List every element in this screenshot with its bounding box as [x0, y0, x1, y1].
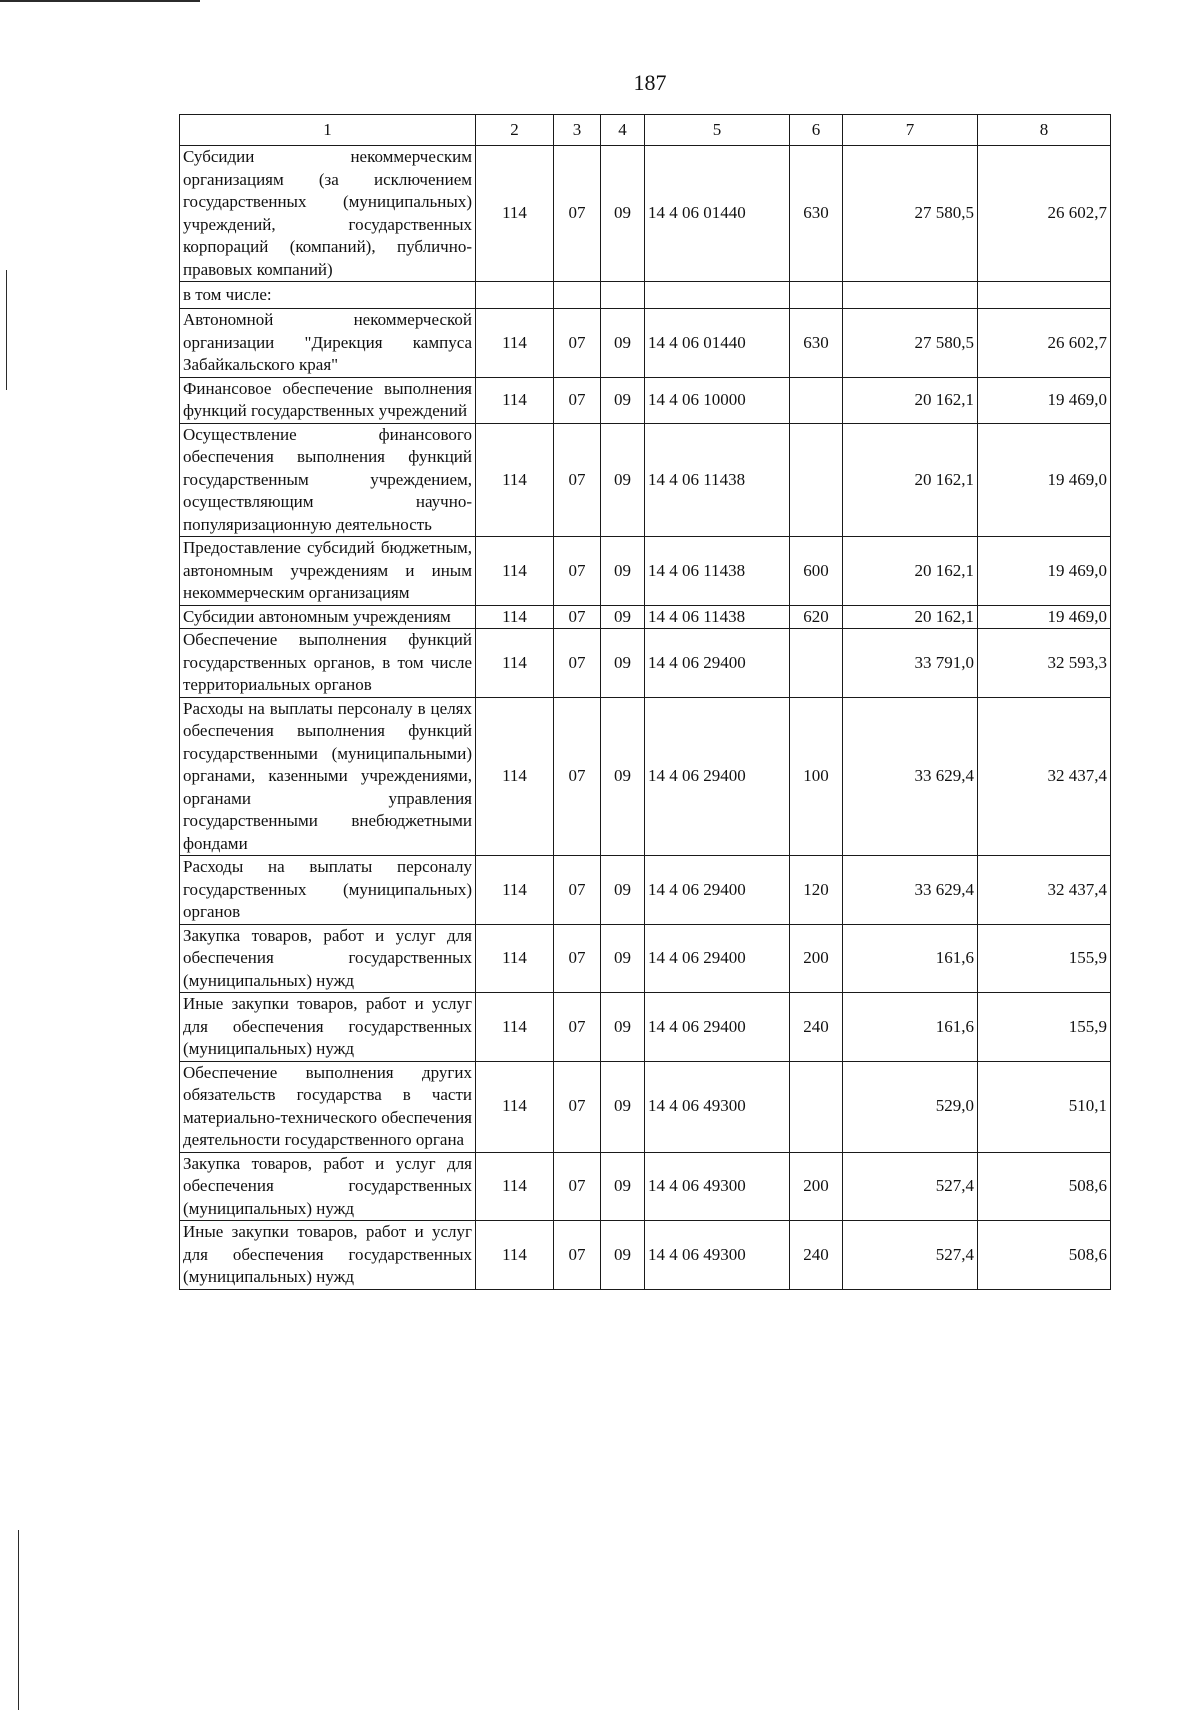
amount-col8: 19 469,0: [978, 537, 1111, 606]
ministry-code: 114: [476, 537, 554, 606]
ministry-code: 114: [476, 1061, 554, 1152]
subsection-code: 09: [601, 697, 645, 856]
expense-type-code: 200: [790, 1152, 843, 1221]
amount-col8: 155,9: [978, 993, 1111, 1062]
target-article-code: 14 4 06 49300: [645, 1221, 790, 1290]
ministry-code: 114: [476, 924, 554, 993]
expense-type-code: [790, 1061, 843, 1152]
section-code: 07: [554, 537, 601, 606]
ministry-code: 114: [476, 993, 554, 1062]
subsection-code: 09: [601, 1221, 645, 1290]
target-article-code: 14 4 06 10000: [645, 377, 790, 423]
row-description: Финансовое обеспечение выполнения функций государственных учреждений: [180, 377, 476, 423]
section-code: 07: [554, 993, 601, 1062]
section-code: 07: [554, 697, 601, 856]
subsection-code: 09: [601, 1152, 645, 1221]
table-row: [180, 146, 1111, 282]
expense-type-code: [790, 377, 843, 423]
subsection-code: 09: [601, 924, 645, 993]
amount-col8: [978, 282, 1111, 309]
column-header: 3: [554, 115, 601, 146]
section-code: 07: [554, 377, 601, 423]
amount-col7: 20 162,1: [843, 537, 978, 606]
column-header: 6: [790, 115, 843, 146]
amount-col8: 508,6: [978, 1152, 1111, 1221]
target-article-code: 14 4 06 11438: [645, 423, 790, 537]
section-code: 07: [554, 146, 601, 282]
row-description: в том числе:: [180, 282, 476, 309]
table-row: [180, 309, 1111, 378]
amount-col7: 33 791,0: [843, 629, 978, 698]
column-header: 8: [978, 115, 1111, 146]
table-row: [180, 1221, 1111, 1290]
subsection-code: 09: [601, 629, 645, 698]
amount-col8: 19 469,0: [978, 423, 1111, 537]
table-row: [180, 1061, 1111, 1152]
section-code: 07: [554, 309, 601, 378]
target-article-code: 14 4 06 29400: [645, 993, 790, 1062]
amount-col7: 527,4: [843, 1152, 978, 1221]
subsection-code: 09: [601, 856, 645, 925]
section-code: 07: [554, 629, 601, 698]
amount-col8: 32 437,4: [978, 856, 1111, 925]
column-header: 7: [843, 115, 978, 146]
subsection-code: 09: [601, 993, 645, 1062]
ministry-code: 114: [476, 697, 554, 856]
table-row: [180, 629, 1111, 698]
expense-type-code: 240: [790, 1221, 843, 1290]
section-code: [554, 282, 601, 309]
section-code: 07: [554, 423, 601, 537]
amount-col8: 155,9: [978, 924, 1111, 993]
scan-left-mark: [6, 270, 7, 390]
amount-col7: 527,4: [843, 1221, 978, 1290]
target-article-code: 14 4 06 29400: [645, 856, 790, 925]
section-code: 07: [554, 1061, 601, 1152]
column-header: 2: [476, 115, 554, 146]
table-row: [180, 993, 1111, 1062]
table-row: [180, 537, 1111, 606]
scan-edge-line: [0, 0, 200, 2]
row-description: Расходы на выплаты персоналу государственных (муниципальных) органов: [180, 856, 476, 925]
target-article-code: 14 4 06 29400: [645, 629, 790, 698]
row-description: Закупка товаров, работ и услуг для обеспечения государственных (муниципальных) нужд: [180, 924, 476, 993]
expense-type-code: [790, 629, 843, 698]
amount-col8: 32 593,3: [978, 629, 1111, 698]
amount-col7: 161,6: [843, 924, 978, 993]
amount-col8: 19 469,0: [978, 377, 1111, 423]
ministry-code: 114: [476, 1152, 554, 1221]
amount-col7: 20 162,1: [843, 423, 978, 537]
column-header: 5: [645, 115, 790, 146]
amount-col7: 33 629,4: [843, 856, 978, 925]
amount-col7: 27 580,5: [843, 146, 978, 282]
expense-type-code: 630: [790, 309, 843, 378]
amount-col8: 510,1: [978, 1061, 1111, 1152]
section-code: 07: [554, 1152, 601, 1221]
page-number: 187: [633, 70, 667, 95]
amount-col7: 20 162,1: [843, 377, 978, 423]
subsection-code: [601, 282, 645, 309]
ministry-code: 114: [476, 629, 554, 698]
table-row: [180, 924, 1111, 993]
section-code: 07: [554, 924, 601, 993]
target-article-code: 14 4 06 11438: [645, 605, 790, 629]
amount-col8: 32 437,4: [978, 697, 1111, 856]
target-article-code: [645, 282, 790, 309]
table-row: [180, 697, 1111, 856]
expense-type-code: [790, 423, 843, 537]
ministry-code: [476, 282, 554, 309]
table-row: [180, 423, 1111, 537]
expense-type-code: 120: [790, 856, 843, 925]
amount-col7: 27 580,5: [843, 309, 978, 378]
ministry-code: 114: [476, 423, 554, 537]
subsection-code: 09: [601, 1061, 645, 1152]
section-code: 07: [554, 1221, 601, 1290]
target-article-code: 14 4 06 49300: [645, 1152, 790, 1221]
expense-type-code: 200: [790, 924, 843, 993]
row-description: Обеспечение выполнения других обязательств государства в части материально-технического обеспечения деятельности государственного органа: [180, 1061, 476, 1152]
amount-col7: [843, 282, 978, 309]
subsection-code: 09: [601, 309, 645, 378]
expense-type-code: 630: [790, 146, 843, 282]
target-article-code: 14 4 06 11438: [645, 537, 790, 606]
amount-col7: 20 162,1: [843, 605, 978, 629]
row-description: Закупка товаров, работ и услуг для обеспечения государственных (муниципальных) нужд: [180, 1152, 476, 1221]
expense-type-code: 620: [790, 605, 843, 629]
section-code: 07: [554, 856, 601, 925]
table-row: [180, 282, 1111, 309]
amount-col8: 26 602,7: [978, 146, 1111, 282]
row-description: Субсидии некоммерческим организациям (за исключением государственных (муниципальных) учреждений, государственных корпораций (компаний), публично-правовых компаний): [180, 146, 476, 282]
target-article-code: 14 4 06 29400: [645, 924, 790, 993]
expense-type-code: [790, 282, 843, 309]
budget-table: [179, 114, 1111, 1290]
ministry-code: 114: [476, 377, 554, 423]
row-description: Иные закупки товаров, работ и услуг для обеспечения государственных (муниципальных) нужд: [180, 1221, 476, 1290]
expense-type-code: 240: [790, 993, 843, 1062]
row-description: Расходы на выплаты персоналу в целях обеспечения выполнения функций государственными (муниципальными) органами, казенными учреждениями, органами управления государственными внебюджетными фондами: [180, 697, 476, 856]
amount-col7: 529,0: [843, 1061, 978, 1152]
row-description: Автономной некоммерческой организации "Дирекция кампуса Забайкальского края": [180, 309, 476, 378]
amount-col7: 33 629,4: [843, 697, 978, 856]
ministry-code: 114: [476, 309, 554, 378]
row-description: Предоставление субсидий бюджетным, автономным учреждениям и иным некоммерческим организациям: [180, 537, 476, 606]
column-header: 1: [180, 115, 476, 146]
ministry-code: 114: [476, 856, 554, 925]
section-code: 07: [554, 605, 601, 629]
target-article-code: 14 4 06 49300: [645, 1061, 790, 1152]
subsection-code: 09: [601, 537, 645, 606]
amount-col8: 19 469,0: [978, 605, 1111, 629]
table-row: [180, 856, 1111, 925]
ministry-code: 114: [476, 1221, 554, 1290]
row-description: Субсидии автономным учреждениям: [180, 605, 476, 629]
target-article-code: 14 4 06 29400: [645, 697, 790, 856]
expense-type-code: 100: [790, 697, 843, 856]
row-description: Иные закупки товаров, работ и услуг для обеспечения государственных (муниципальных) нужд: [180, 993, 476, 1062]
table-header-row: [180, 115, 1111, 146]
table-row: [180, 1152, 1111, 1221]
table-row: [180, 605, 1111, 629]
amount-col8: 508,6: [978, 1221, 1111, 1290]
ministry-code: 114: [476, 605, 554, 629]
ministry-code: 114: [476, 146, 554, 282]
scan-left-mark: [18, 1530, 19, 1710]
subsection-code: 09: [601, 423, 645, 537]
column-header: 4: [601, 115, 645, 146]
row-description: Обеспечение выполнения функций государственных органов, в том числе территориальных органов: [180, 629, 476, 698]
amount-col8: 26 602,7: [978, 309, 1111, 378]
target-article-code: 14 4 06 01440: [645, 309, 790, 378]
target-article-code: 14 4 06 01440: [645, 146, 790, 282]
amount-col7: 161,6: [843, 993, 978, 1062]
table-row: [180, 377, 1111, 423]
subsection-code: 09: [601, 146, 645, 282]
row-description: Осуществление финансового обеспечения выполнения функций государственным учреждением, осуществляющим научно-популяризационную деятельность: [180, 423, 476, 537]
subsection-code: 09: [601, 605, 645, 629]
subsection-code: 09: [601, 377, 645, 423]
expense-type-code: 600: [790, 537, 843, 606]
